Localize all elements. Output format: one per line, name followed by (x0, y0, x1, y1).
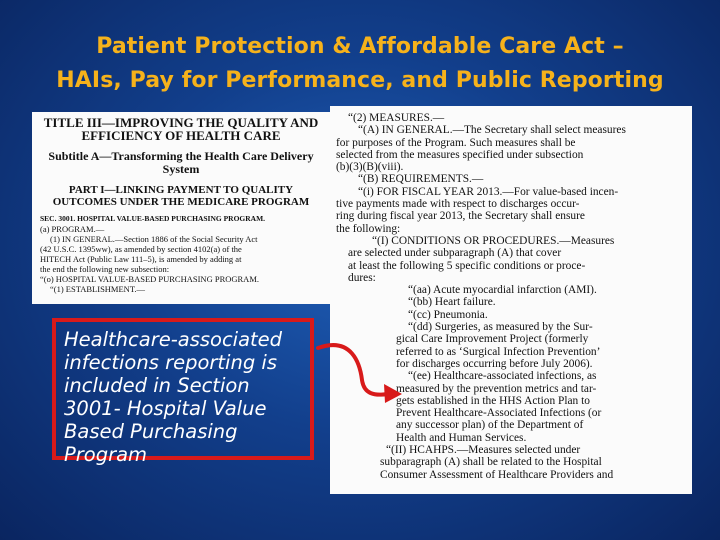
doc-line: tive payments made with respect to discharges occur- (336, 198, 580, 211)
curved-arrow-icon (316, 342, 406, 412)
doc-line: “(ee) Healthcare-associated infections, as (408, 370, 597, 383)
title-line-2: HAIs, Pay for Performance, and Public Reporting (56, 68, 664, 93)
doc-subtitle: Subtitle A—Transforming the Health Care Delivery System (48, 149, 314, 176)
doc-line: Prevent Healthcare-Associated Infections (or (396, 407, 602, 420)
doc-section-heading: SEC. 3001. HOSPITAL VALUE-BASED PURCHASING PROGRAM. (40, 214, 266, 223)
doc-line: “(i) FOR FISCAL YEAR 2013.—For value-based incen- (358, 185, 619, 198)
doc-line: “(bb) Heart failure. (408, 296, 496, 309)
callout-box (52, 318, 314, 466)
legislation-excerpt-left (32, 112, 330, 304)
doc-line: at least the following 5 specific conditions or proce- (348, 259, 586, 272)
doc-line: “(o) HOSPITAL VALUE-BASED PURCHASING PROGRAM. (40, 274, 259, 284)
doc-line: subparagraph (A) shall be related to the Hospital (380, 456, 602, 469)
legislation-excerpt-right (330, 106, 692, 494)
doc-line: “(I) CONDITIONS OR PROCEDURES.—Measures (372, 234, 615, 247)
doc-line: gical Care Improvement Project (formerly (396, 333, 589, 346)
doc-part: PART I—LINKING PAYMENT TO QUALITY OUTCOMES UNDER THE MEDICARE PROGRAM (52, 184, 310, 208)
doc-line: “(B) REQUIREMENTS.— (358, 173, 484, 186)
doc-line: (1) IN GENERAL.—Section 1886 of the Social Security Act (50, 234, 258, 244)
doc-line: Health and Human Services. (396, 431, 527, 444)
doc-line: (a) PROGRAM.— (40, 224, 105, 234)
doc-line: selected from the measures specified under subsection (336, 148, 584, 161)
doc-line: “(A) IN GENERAL.—The Secretary shall select measures (358, 124, 626, 137)
callout-text: Healthcare-associated infections reporting is included in Section 3001- Hospital Value Based Purchasing Program (64, 328, 283, 466)
doc-line: HITECH Act (Public Law 111–5), is amended by adding at (40, 254, 242, 264)
doc-line: “(2) MEASURES.— (348, 112, 445, 124)
doc-line: (b)(3)(B)(viii). (336, 161, 404, 174)
doc-line: “(II) HCAHPS.—Measures selected under (386, 444, 581, 457)
doc-line: referred to as ‘Surgical Infection Prevention’ (396, 345, 601, 358)
doc-line: gets established in the HHS Action Plan to (396, 394, 590, 407)
doc-line: for purposes of the Program. Such measures shall be (336, 136, 576, 149)
doc-line: “(1) ESTABLISHMENT.— (50, 284, 146, 294)
slide-title (20, 30, 700, 98)
doc-line: Consumer Assessment of Healthcare Providers and (380, 468, 614, 481)
title-line-1: Patient Protection & Affordable Care Act – (96, 34, 624, 59)
doc-line: for discharges occurring before July 2006). (396, 357, 593, 370)
doc-line: dures: (348, 271, 376, 284)
doc-line: “(dd) Surgeries, as measured by the Sur- (408, 321, 593, 334)
doc-line: any successor plan) of the Department of (396, 419, 584, 432)
doc-line: measured by the prevention metrics and tar- (396, 382, 597, 395)
doc-title: TITLE III—IMPROVING THE QUALITY AND EFFICIENCY OF HEALTH CARE (43, 115, 319, 143)
doc-line: “(aa) Acute myocardial infarction (AMI). (408, 284, 597, 297)
doc-line: are selected under subparagraph (A) that cover (348, 247, 562, 260)
doc-line: the end the following new subsection: (40, 264, 170, 274)
doc-line: (42 U.S.C. 1395ww), as amended by section 4102(a) of the (40, 244, 242, 254)
doc-line: ring during fiscal year 2013, the Secretary shall ensure (336, 210, 585, 223)
doc-line: “(cc) Pneumonia. (408, 308, 488, 321)
doc-line: the following: (336, 222, 401, 235)
